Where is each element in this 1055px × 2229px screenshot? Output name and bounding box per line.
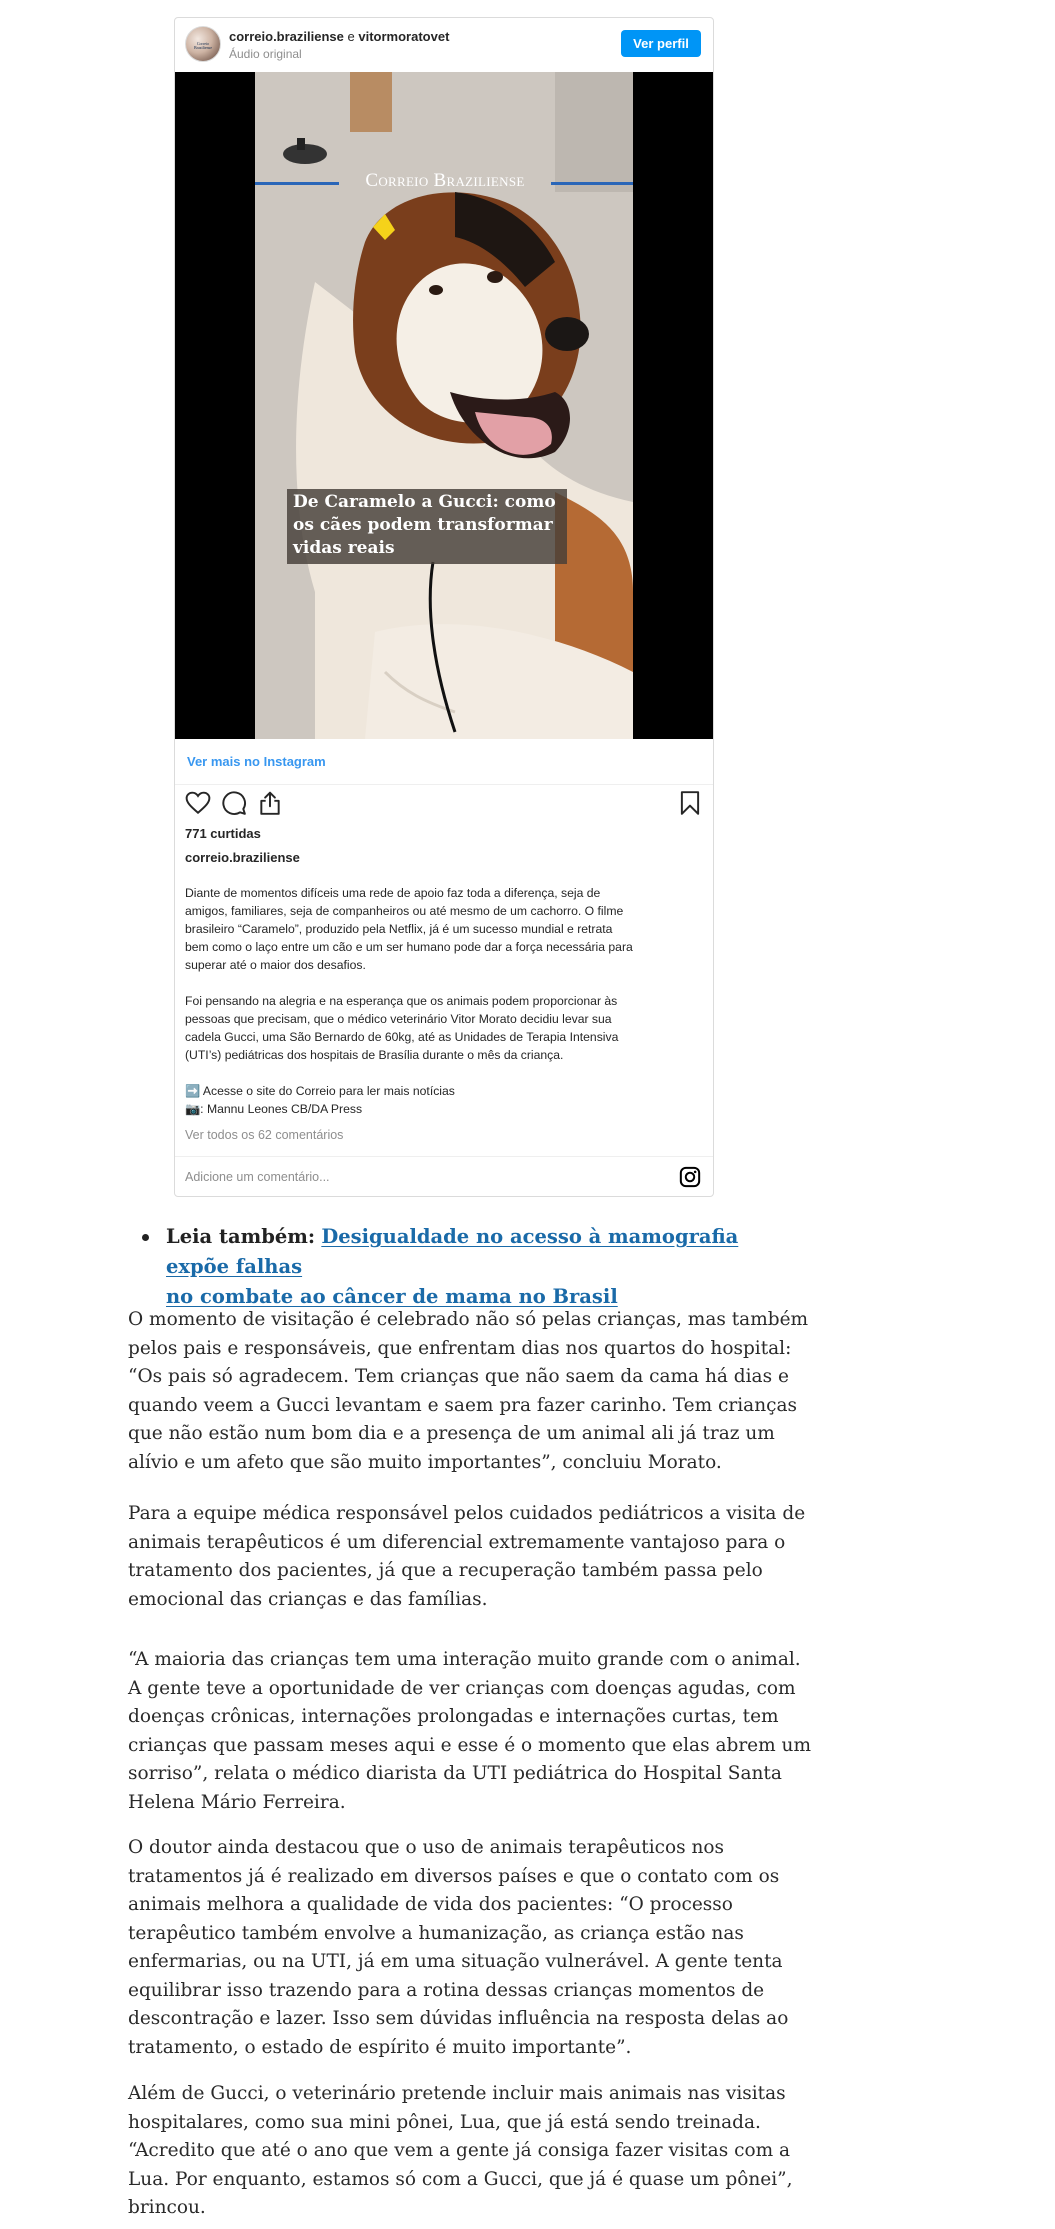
- paragraph-line: A gente teve a oportunidade de ver crianças com doenças agudas, com: [128, 1677, 796, 1699]
- view-all-comments-link[interactable]: Ver todos os 62 comentários: [185, 1128, 344, 1142]
- paragraph-line: tratamento dos pacientes, já que a recuperação também passa pelo: [128, 1560, 763, 1581]
- heart-icon[interactable]: [185, 790, 211, 816]
- paragraph-line: quando veem a Gucci levantam e saem pra fazer carinho. Tem crianças: [128, 1394, 797, 1416]
- paragraph-line: doenças crônicas, internações prolongadas e internações curtas, tem: [128, 1706, 779, 1727]
- paragraph-line: descontração e lazer. Isso sem dúvidas influência na resposta delas ao: [128, 2008, 789, 2029]
- paragraph-line: terapêutico também envolve a humanização, as criança estão nas: [128, 1922, 744, 1944]
- caption-line: ➡️ Acesse o site do Correio para ler mais notícias: [185, 1084, 455, 1098]
- related-article-link-line: no combate ao câncer de mama no Brasil: [166, 1285, 618, 1308]
- related-article-link-line: Desigualdade no acesso à mamografia expõe falhas: [166, 1225, 739, 1278]
- caption-paragraph: [185, 992, 701, 1064]
- caption-line: cadela Gucci, uma São Bernardo de 60kg, até as Unidades de Terapia Intensiva: [185, 1030, 619, 1044]
- article-paragraph: [128, 1834, 789, 2062]
- caption-author-link[interactable]: correio.braziliense: [185, 850, 300, 865]
- caption-line: pessoas que precisam, que o médico veterinário Vitor Morato decidiu levar sua: [185, 1012, 612, 1026]
- paragraph-line: alívio e um afeto que são muito importantes”, concluiu Morato.: [128, 1451, 722, 1473]
- paragraph-line: “Acredito que até o ano que vem a gente já consiga fazer visitas com a: [128, 2140, 791, 2161]
- read-also-text: [166, 1222, 766, 1312]
- paragraph-line: Lua. Por enquanto, estamos só com a Gucci, que já é quase um pônei”,: [128, 2168, 793, 2190]
- caption-line: (UTI’s) pediátricas dos hospitais de Brasília durante o mês da criança.: [185, 1048, 564, 1062]
- comment-icon[interactable]: [221, 790, 247, 816]
- instagram-logo-icon[interactable]: [679, 1166, 701, 1188]
- post-caption: [185, 884, 701, 1136]
- add-comment-input[interactable]: Adicione um comentário...: [185, 1170, 330, 1184]
- bullet-icon: [142, 1234, 149, 1241]
- caption-paragraph: [185, 884, 701, 974]
- article-paragraph: [128, 2080, 793, 2223]
- video-frame: [255, 72, 633, 739]
- avatar[interactable]: [185, 26, 221, 62]
- share-icon[interactable]: [257, 790, 283, 816]
- paragraph-line: “A maioria das crianças tem uma interação muito grande com o animal.: [128, 1649, 801, 1670]
- avatar-logo-text: Correio Braziliense: [194, 41, 212, 50]
- paragraph-line: tratamento, o estado de espírito é muito importante”.: [128, 2036, 632, 2058]
- paragraph-line: “Os pais só agradecem. Tem crianças que não saem da cama há dias e: [128, 1366, 789, 1387]
- read-also-label: Leia também:: [166, 1225, 316, 1248]
- author-secondary-link[interactable]: vitormoratovet: [358, 29, 450, 44]
- paragraph-line: animais melhora a qualidade de vida dos pacientes: “O processo: [128, 1894, 733, 1915]
- instagram-embed: [174, 17, 714, 1197]
- paragraph-line: animais terapêuticos é um diferencial extremamente vantajoso para o: [128, 1531, 786, 1553]
- paragraph-line: O doutor ainda destacou que o uso de animais terapêuticos nos: [128, 1837, 725, 1858]
- instagram-header: [175, 18, 713, 72]
- caption-paragraph: [185, 1082, 701, 1118]
- paragraph-line: tratamentos já é realizado em diversos países e que o contato com os: [128, 1865, 780, 1887]
- paragraph-line: O momento de visitação é celebrado não só pelas crianças, mas também: [128, 1309, 809, 1330]
- article-paragraph: [128, 1306, 809, 1477]
- paragraph-line: pelos pais e responsáveis, que enfrentam dias nos quartos do hospital:: [128, 1337, 792, 1359]
- caption-line: superar até o maior dos desafios.: [185, 958, 366, 972]
- caption-line: 📷: Mannu Leones CB/DA Press: [185, 1102, 363, 1116]
- paragraph-line: sorriso”, relata o médico diarista da UTI pediátrica do Hospital Santa: [128, 1763, 782, 1784]
- caption-line: amigos, familiares, seja de companheiros ou até mesmo de um cachorro. O filme: [185, 904, 624, 918]
- paragraph-line: enfermarias, ou na UTI, já em uma situação vulnerável. A gente tenta: [128, 1951, 783, 1972]
- video-watermark: [255, 170, 633, 196]
- author-primary-link[interactable]: correio.braziliense: [229, 29, 344, 44]
- caption-line: Foi pensando na alegria e na esperança que os animais podem proporcionar às: [185, 994, 618, 1008]
- paragraph-line: brincou.: [128, 2197, 206, 2218]
- paragraph-line: que não estão num bom dia e a presença de um animal ali já traz um: [128, 1423, 775, 1444]
- paragraph-line: crianças que passam meses aqui e esse é o momento que elas abrem um: [128, 1734, 812, 1756]
- paragraph-line: equilibrar isso trazendo para a rotina dessas crianças momentos de: [128, 1979, 765, 2001]
- paragraph-line: Além de Gucci, o veterinário pretende incluir mais animais nas visitas: [128, 2083, 786, 2104]
- caption-line: bem como o laço entre um cão e um ser humano pode dar a força necessária para: [185, 940, 633, 954]
- paragraph-line: Helena Mário Ferreira.: [128, 1791, 346, 1813]
- video-caption: De Caramelo a Gucci: como os cães podem transformar vidas reais: [287, 489, 567, 564]
- divider: [175, 1156, 713, 1157]
- caption-line: Diante de momentos difíceis uma rede de apoio faz toda a diferença, seja de: [185, 886, 601, 900]
- divider: [175, 784, 713, 785]
- watermark-bar-left: [255, 182, 339, 185]
- bookmark-icon[interactable]: [677, 790, 703, 816]
- paragraph-line: hospitalares, como sua mini pônei, Lua, que já está sendo treinada.: [128, 2111, 761, 2133]
- action-bar: [185, 790, 703, 820]
- caption-line: brasileiro “Caramelo”, produzido pela Netflix, já é um sucesso mundial e retrata: [185, 922, 613, 936]
- article-paragraph: [128, 1646, 812, 1817]
- post-authors: [229, 29, 449, 44]
- watermark-text: Correio Braziliense: [365, 170, 525, 191]
- article-paragraph: [128, 1500, 806, 1614]
- author-connector: e: [347, 29, 355, 44]
- view-more-on-instagram-link[interactable]: Ver mais no Instagram: [187, 754, 326, 769]
- audio-label[interactable]: Áudio original: [229, 47, 302, 61]
- paragraph-line: emocional das crianças e das famílias.: [128, 1588, 488, 1610]
- paragraph-line: Para a equipe médica responsável pelos cuidados pediátricos a visita de: [128, 1503, 806, 1524]
- video-player[interactable]: [175, 72, 713, 739]
- likes-count[interactable]: 771 curtidas: [185, 826, 261, 841]
- watermark-bar-right: [551, 182, 633, 185]
- view-profile-button[interactable]: Ver perfil: [621, 30, 701, 57]
